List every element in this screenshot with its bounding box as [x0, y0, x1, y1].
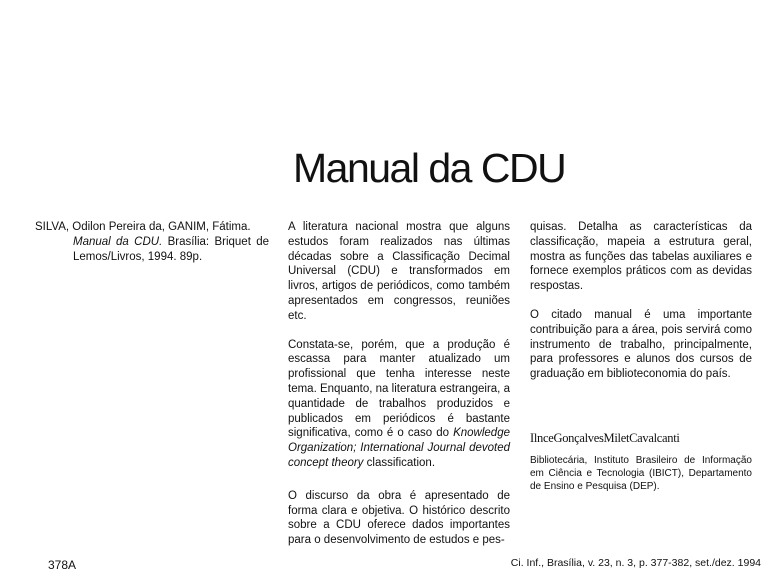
journal-citation: Ci. Inf., Brasília, v. 23, n. 3, p. 377-382, set./dez. 1994: [510, 557, 761, 569]
paragraph: A literatura nacional mostra que alguns estudos foram realizados nas últimas décadas sobre a Classificação Decimal Universal (CDU) e transformados em livros, artigos de periódicos, como também apresentados em congressos, reuniões etc.: [288, 221, 510, 322]
paragraph: [288, 338, 510, 471]
paragraph-text: Constata-se, porém, que a produção é escassa para manter atualizado um profissional que tenha interesse neste tema. Enquanto, na literatura estrangeira, a quantidade de trabalhos produzidos e publicados em periódicos é bastante significativa, como é o caso do: [288, 338, 510, 440]
review-column-right: [530, 220, 752, 382]
paragraph: O discurso da obra é apresentado de forma clara e objetiva. O histórico descrito sobre a CDU oferece dados importantes para o desenvolvimento de estudos e pes-: [288, 489, 510, 547]
reference-details: [35, 235, 269, 265]
paragraph: quisas. Detalha as características da classificação, mapeia a estrutura geral, mostra as funções das tabelas auxiliares e fornece exemplos práticos com as devidas respostas.: [530, 221, 752, 293]
page-title: Manual da CDU: [293, 145, 566, 191]
bibliographic-reference: [35, 220, 269, 264]
paragraph: O citado manual é uma importante contribuição para a área, pois servirá como instrumento de trabalho, principalmente, para professores e alunos dos cursos de graduação em biblioteconomia do país.: [530, 308, 752, 381]
reference-publication: Brasília: Briquet de Lemos/Livros, 1994. 89p.: [73, 235, 269, 263]
page-number: 378A: [48, 558, 77, 572]
journal-title: Knowledge Organization; International Journal devoted concept theory: [288, 427, 510, 469]
reference-book-title: Manual da CDU.: [73, 235, 163, 248]
reviewer-signature: IlnceGonçalvesMiletCavalcanti: [530, 431, 680, 445]
reference-authors: SILVA, Odilon Pereira da, GANIM, Fátima.: [35, 221, 251, 233]
review-column-middle: [288, 220, 510, 548]
paragraph-text: classification.: [363, 456, 436, 469]
reviewer-affiliation: Bibliotecária, Instituto Brasileiro de Informação em Ciência e Tecnologia (IBICT), Departamento de Ensino e Pesquisa (DEP).: [530, 455, 752, 492]
